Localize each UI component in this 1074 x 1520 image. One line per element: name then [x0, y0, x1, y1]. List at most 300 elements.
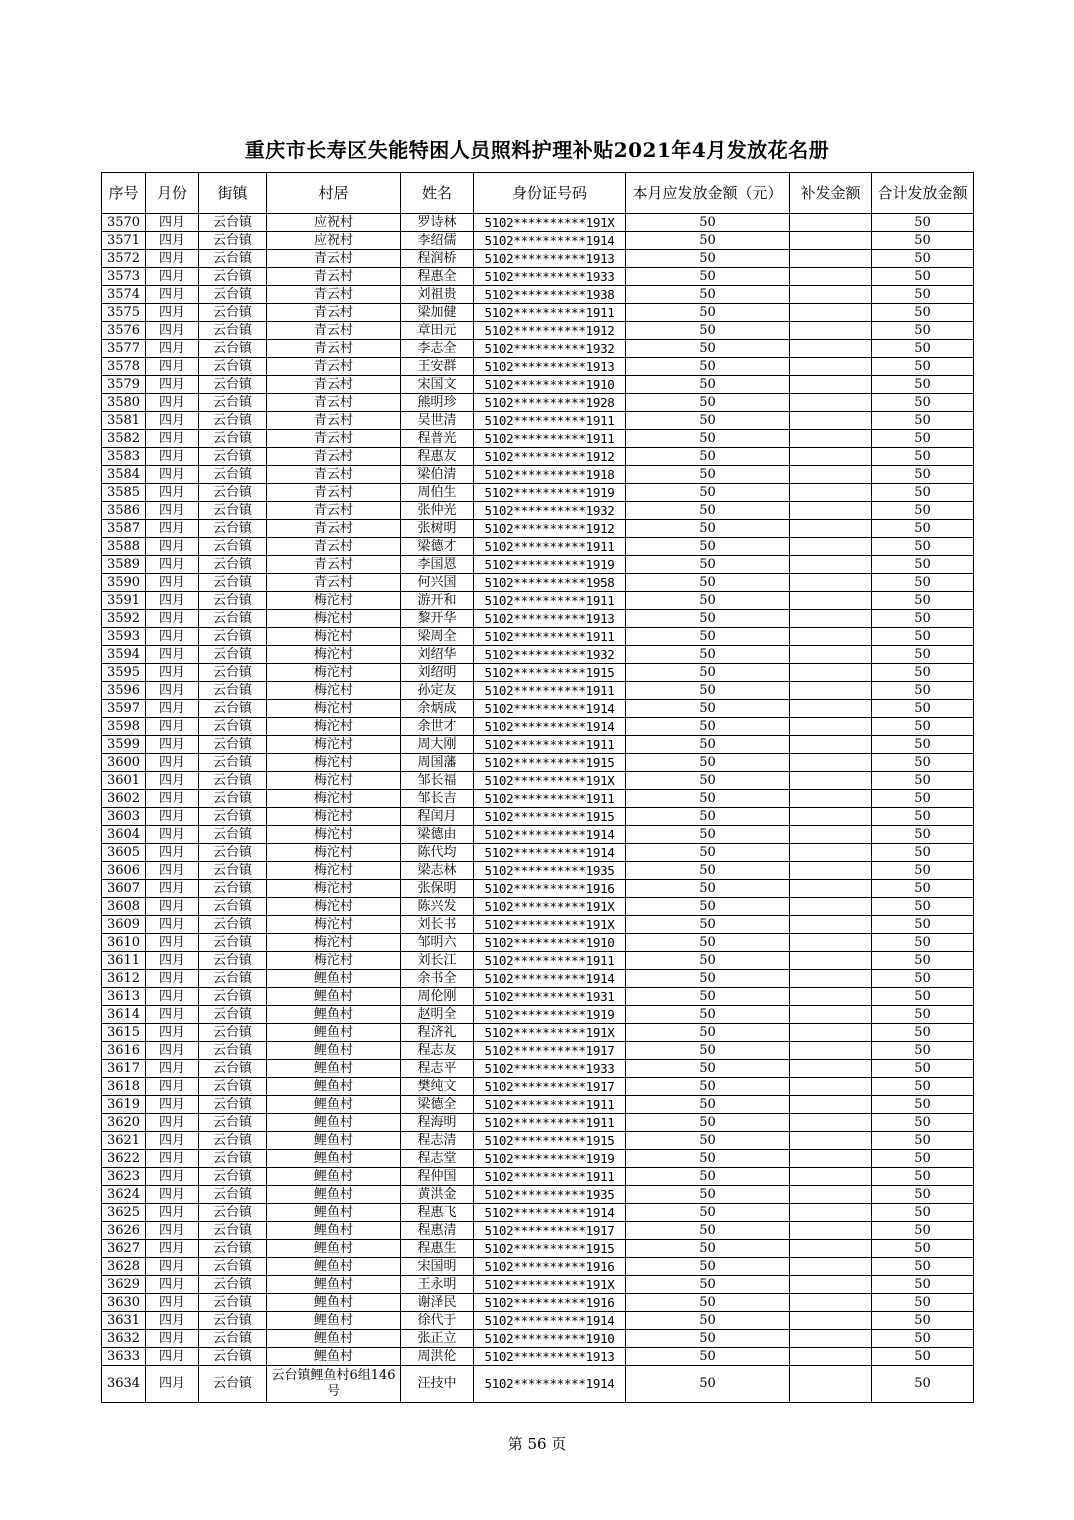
- cell-total: 50: [872, 970, 974, 988]
- cell-name: 余世才: [401, 718, 474, 736]
- cell-total: 50: [872, 1024, 974, 1042]
- cell-supplement: [790, 286, 872, 304]
- cell-index: 3594: [102, 646, 146, 664]
- cell-town: 云台镇: [199, 988, 267, 1006]
- cell-month: 四月: [146, 826, 199, 844]
- cell-id-number: 5102**********1910: [474, 934, 626, 952]
- table-row: [102, 484, 974, 502]
- cell-month: 四月: [146, 358, 199, 376]
- cell-month: 四月: [146, 1330, 199, 1348]
- cell-name: 程惠全: [401, 268, 474, 286]
- cell-index: 3584: [102, 466, 146, 484]
- table-row: [102, 1042, 974, 1060]
- cell-village: 梅沱村: [267, 736, 401, 754]
- cell-id-number: 5102**********1911: [474, 952, 626, 970]
- cell-town: 云台镇: [199, 1060, 267, 1078]
- cell-village: 青云村: [267, 340, 401, 358]
- cell-name: 黎开华: [401, 610, 474, 628]
- cell-month: 四月: [146, 718, 199, 736]
- cell-village: 鲤鱼村: [267, 1096, 401, 1114]
- cell-supplement: [790, 790, 872, 808]
- cell-supplement: [790, 214, 872, 232]
- cell-month: 四月: [146, 628, 199, 646]
- cell-id-number: 5102**********191X: [474, 916, 626, 934]
- cell-monthly-amount: 50: [626, 700, 790, 718]
- cell-index: 3609: [102, 916, 146, 934]
- cell-town: 云台镇: [199, 214, 267, 232]
- cell-supplement: [790, 502, 872, 520]
- cell-name: 章田元: [401, 322, 474, 340]
- cell-village: 鲤鱼村: [267, 1186, 401, 1204]
- cell-supplement: [790, 628, 872, 646]
- cell-village: 梅沱村: [267, 772, 401, 790]
- cell-id-number: 5102**********191X: [474, 214, 626, 232]
- cell-index: 3618: [102, 1078, 146, 1096]
- roster-body: [102, 214, 974, 1403]
- cell-total: 50: [872, 862, 974, 880]
- cell-name: 罗诗林: [401, 214, 474, 232]
- cell-total: 50: [872, 394, 974, 412]
- table-row: [102, 1330, 974, 1348]
- cell-town: 云台镇: [199, 646, 267, 664]
- cell-monthly-amount: 50: [626, 844, 790, 862]
- cell-index: 3634: [102, 1366, 146, 1403]
- cell-monthly-amount: 50: [626, 1096, 790, 1114]
- cell-monthly-amount: 50: [626, 1258, 790, 1276]
- cell-supplement: [790, 232, 872, 250]
- cell-supplement: [790, 1096, 872, 1114]
- cell-town: 云台镇: [199, 1006, 267, 1024]
- cell-id-number: 5102**********191X: [474, 1024, 626, 1042]
- table-row: [102, 574, 974, 592]
- cell-town: 云台镇: [199, 808, 267, 826]
- cell-name: 邹长吉: [401, 790, 474, 808]
- cell-supplement: [790, 340, 872, 358]
- cell-name: 刘绍明: [401, 664, 474, 682]
- cell-village: 青云村: [267, 322, 401, 340]
- cell-town: 云台镇: [199, 322, 267, 340]
- table-row: [102, 1078, 974, 1096]
- cell-index: 3624: [102, 1186, 146, 1204]
- cell-id-number: 5102**********1916: [474, 1294, 626, 1312]
- col-header-supplement: 补发金额: [790, 173, 872, 214]
- cell-village: 梅沱村: [267, 862, 401, 880]
- cell-name: 程惠生: [401, 1240, 474, 1258]
- cell-monthly-amount: 50: [626, 1060, 790, 1078]
- cell-village: 鲤鱼村: [267, 1150, 401, 1168]
- cell-monthly-amount: 50: [626, 988, 790, 1006]
- cell-supplement: [790, 1150, 872, 1168]
- cell-monthly-amount: 50: [626, 628, 790, 646]
- table-row: [102, 898, 974, 916]
- table-row: [102, 394, 974, 412]
- cell-total: 50: [872, 1168, 974, 1186]
- cell-month: 四月: [146, 952, 199, 970]
- cell-total: 50: [872, 700, 974, 718]
- cell-month: 四月: [146, 1150, 199, 1168]
- cell-monthly-amount: 50: [626, 1240, 790, 1258]
- cell-village: 青云村: [267, 574, 401, 592]
- cell-total: 50: [872, 1240, 974, 1258]
- cell-town: 云台镇: [199, 1078, 267, 1096]
- cell-id-number: 5102**********1913: [474, 610, 626, 628]
- cell-total: 50: [872, 322, 974, 340]
- cell-monthly-amount: 50: [626, 304, 790, 322]
- cell-village: 鲤鱼村: [267, 1168, 401, 1186]
- cell-supplement: [790, 934, 872, 952]
- cell-village: 鲤鱼村: [267, 1078, 401, 1096]
- cell-month: 四月: [146, 880, 199, 898]
- cell-name: 程闰月: [401, 808, 474, 826]
- cell-village: 鲤鱼村: [267, 1348, 401, 1366]
- cell-village: 青云村: [267, 484, 401, 502]
- table-row: [102, 1276, 974, 1294]
- cell-id-number: 5102**********1933: [474, 1060, 626, 1078]
- cell-village: 梅沱村: [267, 826, 401, 844]
- cell-monthly-amount: 50: [626, 592, 790, 610]
- cell-supplement: [790, 484, 872, 502]
- col-header-name: 姓名: [401, 173, 474, 214]
- cell-village: 梅沱村: [267, 646, 401, 664]
- cell-index: 3579: [102, 376, 146, 394]
- cell-supplement: [790, 1276, 872, 1294]
- cell-town: 云台镇: [199, 358, 267, 376]
- cell-total: 50: [872, 1132, 974, 1150]
- cell-total: 50: [872, 646, 974, 664]
- cell-name: 刘长江: [401, 952, 474, 970]
- cell-total: 50: [872, 484, 974, 502]
- cell-town: 云台镇: [199, 448, 267, 466]
- table-row: [102, 448, 974, 466]
- cell-name: 张正立: [401, 1330, 474, 1348]
- table-row: [102, 1024, 974, 1042]
- cell-name: 孙定友: [401, 682, 474, 700]
- table-row: [102, 808, 974, 826]
- cell-index: 3632: [102, 1330, 146, 1348]
- cell-town: 云台镇: [199, 970, 267, 988]
- table-row: [102, 718, 974, 736]
- table-row: [102, 880, 974, 898]
- table-row: [102, 1294, 974, 1312]
- cell-month: 四月: [146, 1294, 199, 1312]
- cell-month: 四月: [146, 502, 199, 520]
- cell-village: 鲤鱼村: [267, 1294, 401, 1312]
- cell-village: 梅沱村: [267, 916, 401, 934]
- cell-name: 余炳成: [401, 700, 474, 718]
- cell-month: 四月: [146, 916, 199, 934]
- cell-supplement: [790, 1006, 872, 1024]
- cell-supplement: [790, 1168, 872, 1186]
- cell-name: 邹明六: [401, 934, 474, 952]
- cell-town: 云台镇: [199, 1096, 267, 1114]
- cell-supplement: [790, 1240, 872, 1258]
- cell-name: 徐代于: [401, 1312, 474, 1330]
- cell-village: 鲤鱼村: [267, 1330, 401, 1348]
- cell-monthly-amount: 50: [626, 1222, 790, 1240]
- cell-monthly-amount: 50: [626, 736, 790, 754]
- cell-town: 云台镇: [199, 412, 267, 430]
- cell-supplement: [790, 970, 872, 988]
- cell-village: 鲤鱼村: [267, 1258, 401, 1276]
- cell-town: 云台镇: [199, 520, 267, 538]
- cell-monthly-amount: 50: [626, 664, 790, 682]
- cell-village: 梅沱村: [267, 880, 401, 898]
- cell-monthly-amount: 50: [626, 538, 790, 556]
- cell-name: 张树明: [401, 520, 474, 538]
- table-row: [102, 1168, 974, 1186]
- table-row: [102, 250, 974, 268]
- cell-town: 云台镇: [199, 736, 267, 754]
- cell-index: 3581: [102, 412, 146, 430]
- cell-supplement: [790, 700, 872, 718]
- cell-monthly-amount: 50: [626, 520, 790, 538]
- cell-id-number: 5102**********1911: [474, 304, 626, 322]
- cell-month: 四月: [146, 808, 199, 826]
- cell-town: 云台镇: [199, 1348, 267, 1366]
- cell-id-number: 5102**********1911: [474, 430, 626, 448]
- table-row: [102, 988, 974, 1006]
- cell-total: 50: [872, 556, 974, 574]
- cell-supplement: [790, 682, 872, 700]
- cell-supplement: [790, 430, 872, 448]
- cell-month: 四月: [146, 520, 199, 538]
- cell-id-number: 5102**********1932: [474, 340, 626, 358]
- cell-town: 云台镇: [199, 1222, 267, 1240]
- cell-village: 青云村: [267, 520, 401, 538]
- cell-town: 云台镇: [199, 556, 267, 574]
- cell-town: 云台镇: [199, 394, 267, 412]
- cell-village: 云台镇鲤鱼村6组146号: [267, 1366, 401, 1403]
- cell-total: 50: [872, 1006, 974, 1024]
- cell-index: 3577: [102, 340, 146, 358]
- cell-index: 3633: [102, 1348, 146, 1366]
- cell-index: 3623: [102, 1168, 146, 1186]
- cell-id-number: 5102**********1911: [474, 682, 626, 700]
- cell-month: 四月: [146, 214, 199, 232]
- cell-month: 四月: [146, 844, 199, 862]
- cell-town: 云台镇: [199, 592, 267, 610]
- cell-total: 50: [872, 826, 974, 844]
- cell-index: 3617: [102, 1060, 146, 1078]
- cell-name: 程海明: [401, 1114, 474, 1132]
- cell-month: 四月: [146, 538, 199, 556]
- cell-id-number: 5102**********1918: [474, 466, 626, 484]
- cell-town: 云台镇: [199, 898, 267, 916]
- cell-name: 王永明: [401, 1276, 474, 1294]
- cell-index: 3602: [102, 790, 146, 808]
- cell-id-number: 5102**********1917: [474, 1042, 626, 1060]
- cell-id-number: 5102**********1911: [474, 1096, 626, 1114]
- cell-id-number: 5102**********1913: [474, 250, 626, 268]
- cell-name: 陈代均: [401, 844, 474, 862]
- cell-month: 四月: [146, 268, 199, 286]
- cell-town: 云台镇: [199, 754, 267, 772]
- cell-supplement: [790, 358, 872, 376]
- cell-village: 青云村: [267, 430, 401, 448]
- cell-supplement: [790, 268, 872, 286]
- cell-id-number: 5102**********1912: [474, 322, 626, 340]
- cell-name: 梁伯清: [401, 466, 474, 484]
- cell-monthly-amount: 50: [626, 790, 790, 808]
- cell-supplement: [790, 826, 872, 844]
- table-row: [102, 1096, 974, 1114]
- cell-town: 云台镇: [199, 502, 267, 520]
- cell-town: 云台镇: [199, 1330, 267, 1348]
- cell-village: 梅沱村: [267, 934, 401, 952]
- cell-village: 梅沱村: [267, 700, 401, 718]
- cell-total: 50: [872, 1312, 974, 1330]
- cell-town: 云台镇: [199, 1204, 267, 1222]
- cell-name: 程惠友: [401, 448, 474, 466]
- cell-monthly-amount: 50: [626, 358, 790, 376]
- cell-id-number: 5102**********1916: [474, 880, 626, 898]
- cell-name: 吴世清: [401, 412, 474, 430]
- cell-town: 云台镇: [199, 304, 267, 322]
- cell-index: 3619: [102, 1096, 146, 1114]
- table-row: [102, 1204, 974, 1222]
- cell-village: 梅沱村: [267, 844, 401, 862]
- cell-monthly-amount: 50: [626, 1006, 790, 1024]
- cell-total: 50: [872, 610, 974, 628]
- cell-total: 50: [872, 250, 974, 268]
- cell-month: 四月: [146, 682, 199, 700]
- cell-month: 四月: [146, 646, 199, 664]
- cell-id-number: 5102**********1911: [474, 736, 626, 754]
- cell-town: 云台镇: [199, 1276, 267, 1294]
- cell-index: 3587: [102, 520, 146, 538]
- cell-total: 50: [872, 502, 974, 520]
- cell-supplement: [790, 1060, 872, 1078]
- cell-town: 云台镇: [199, 430, 267, 448]
- cell-monthly-amount: 50: [626, 1042, 790, 1060]
- cell-monthly-amount: 50: [626, 466, 790, 484]
- cell-supplement: [790, 520, 872, 538]
- cell-total: 50: [872, 1258, 974, 1276]
- cell-index: 3620: [102, 1114, 146, 1132]
- table-row: [102, 304, 974, 322]
- cell-supplement: [790, 1294, 872, 1312]
- cell-total: 50: [872, 1222, 974, 1240]
- cell-index: 3601: [102, 772, 146, 790]
- cell-monthly-amount: 50: [626, 880, 790, 898]
- cell-index: 3606: [102, 862, 146, 880]
- cell-town: 云台镇: [199, 790, 267, 808]
- col-header-id-number: 身份证号码: [474, 173, 626, 214]
- cell-month: 四月: [146, 970, 199, 988]
- cell-town: 云台镇: [199, 916, 267, 934]
- cell-id-number: 5102**********1911: [474, 412, 626, 430]
- cell-town: 云台镇: [199, 1132, 267, 1150]
- cell-month: 四月: [146, 1276, 199, 1294]
- cell-id-number: 5102**********1911: [474, 592, 626, 610]
- cell-id-number: 5102**********1914: [474, 970, 626, 988]
- cell-village: 应祝村: [267, 214, 401, 232]
- cell-total: 50: [872, 232, 974, 250]
- table-row: [102, 700, 974, 718]
- cell-total: 50: [872, 988, 974, 1006]
- cell-monthly-amount: 50: [626, 718, 790, 736]
- table-row: [102, 214, 974, 232]
- table-row: [102, 610, 974, 628]
- col-header-month: 月份: [146, 173, 199, 214]
- cell-supplement: [790, 1222, 872, 1240]
- cell-index: 3583: [102, 448, 146, 466]
- cell-index: 3575: [102, 304, 146, 322]
- cell-id-number: 5102**********1935: [474, 862, 626, 880]
- cell-name: 李绍儒: [401, 232, 474, 250]
- cell-supplement: [790, 664, 872, 682]
- col-header-monthly-amount: 本月应发放金额（元）: [626, 173, 790, 214]
- cell-name: 梁志林: [401, 862, 474, 880]
- cell-total: 50: [872, 430, 974, 448]
- cell-id-number: 5102**********1919: [474, 1006, 626, 1024]
- cell-index: 3608: [102, 898, 146, 916]
- cell-town: 云台镇: [199, 1258, 267, 1276]
- cell-village: 鲤鱼村: [267, 1132, 401, 1150]
- cell-month: 四月: [146, 754, 199, 772]
- table-row: [102, 592, 974, 610]
- cell-total: 50: [872, 808, 974, 826]
- cell-month: 四月: [146, 1096, 199, 1114]
- cell-index: 3582: [102, 430, 146, 448]
- cell-index: 3572: [102, 250, 146, 268]
- cell-town: 云台镇: [199, 1312, 267, 1330]
- cell-id-number: 5102**********1911: [474, 790, 626, 808]
- cell-id-number: 5102**********1915: [474, 1132, 626, 1150]
- cell-supplement: [790, 880, 872, 898]
- cell-town: 云台镇: [199, 574, 267, 592]
- cell-month: 四月: [146, 376, 199, 394]
- cell-name: 程志堂: [401, 1150, 474, 1168]
- cell-supplement: [790, 1132, 872, 1150]
- cell-monthly-amount: 50: [626, 1204, 790, 1222]
- cell-town: 云台镇: [199, 934, 267, 952]
- cell-total: 50: [872, 538, 974, 556]
- cell-index: 3621: [102, 1132, 146, 1150]
- cell-total: 50: [872, 448, 974, 466]
- cell-monthly-amount: 50: [626, 808, 790, 826]
- cell-month: 四月: [146, 934, 199, 952]
- cell-total: 50: [872, 592, 974, 610]
- cell-month: 四月: [146, 1204, 199, 1222]
- cell-index: 3612: [102, 970, 146, 988]
- cell-village: 鲤鱼村: [267, 1276, 401, 1294]
- cell-total: 50: [872, 574, 974, 592]
- cell-index: 3629: [102, 1276, 146, 1294]
- cell-town: 云台镇: [199, 376, 267, 394]
- cell-total: 50: [872, 1096, 974, 1114]
- cell-monthly-amount: 50: [626, 574, 790, 592]
- cell-month: 四月: [146, 1060, 199, 1078]
- cell-supplement: [790, 808, 872, 826]
- cell-monthly-amount: 50: [626, 394, 790, 412]
- cell-index: 3616: [102, 1042, 146, 1060]
- cell-id-number: 5102**********1910: [474, 1330, 626, 1348]
- cell-index: 3590: [102, 574, 146, 592]
- cell-total: 50: [872, 682, 974, 700]
- cell-name: 王安群: [401, 358, 474, 376]
- cell-village: 梅沱村: [267, 664, 401, 682]
- cell-monthly-amount: 50: [626, 646, 790, 664]
- cell-village: 青云村: [267, 250, 401, 268]
- table-row: [102, 1312, 974, 1330]
- cell-month: 四月: [146, 304, 199, 322]
- cell-village: 鲤鱼村: [267, 1006, 401, 1024]
- cell-supplement: [790, 412, 872, 430]
- cell-supplement: [790, 988, 872, 1006]
- cell-supplement: [790, 394, 872, 412]
- cell-monthly-amount: 50: [626, 376, 790, 394]
